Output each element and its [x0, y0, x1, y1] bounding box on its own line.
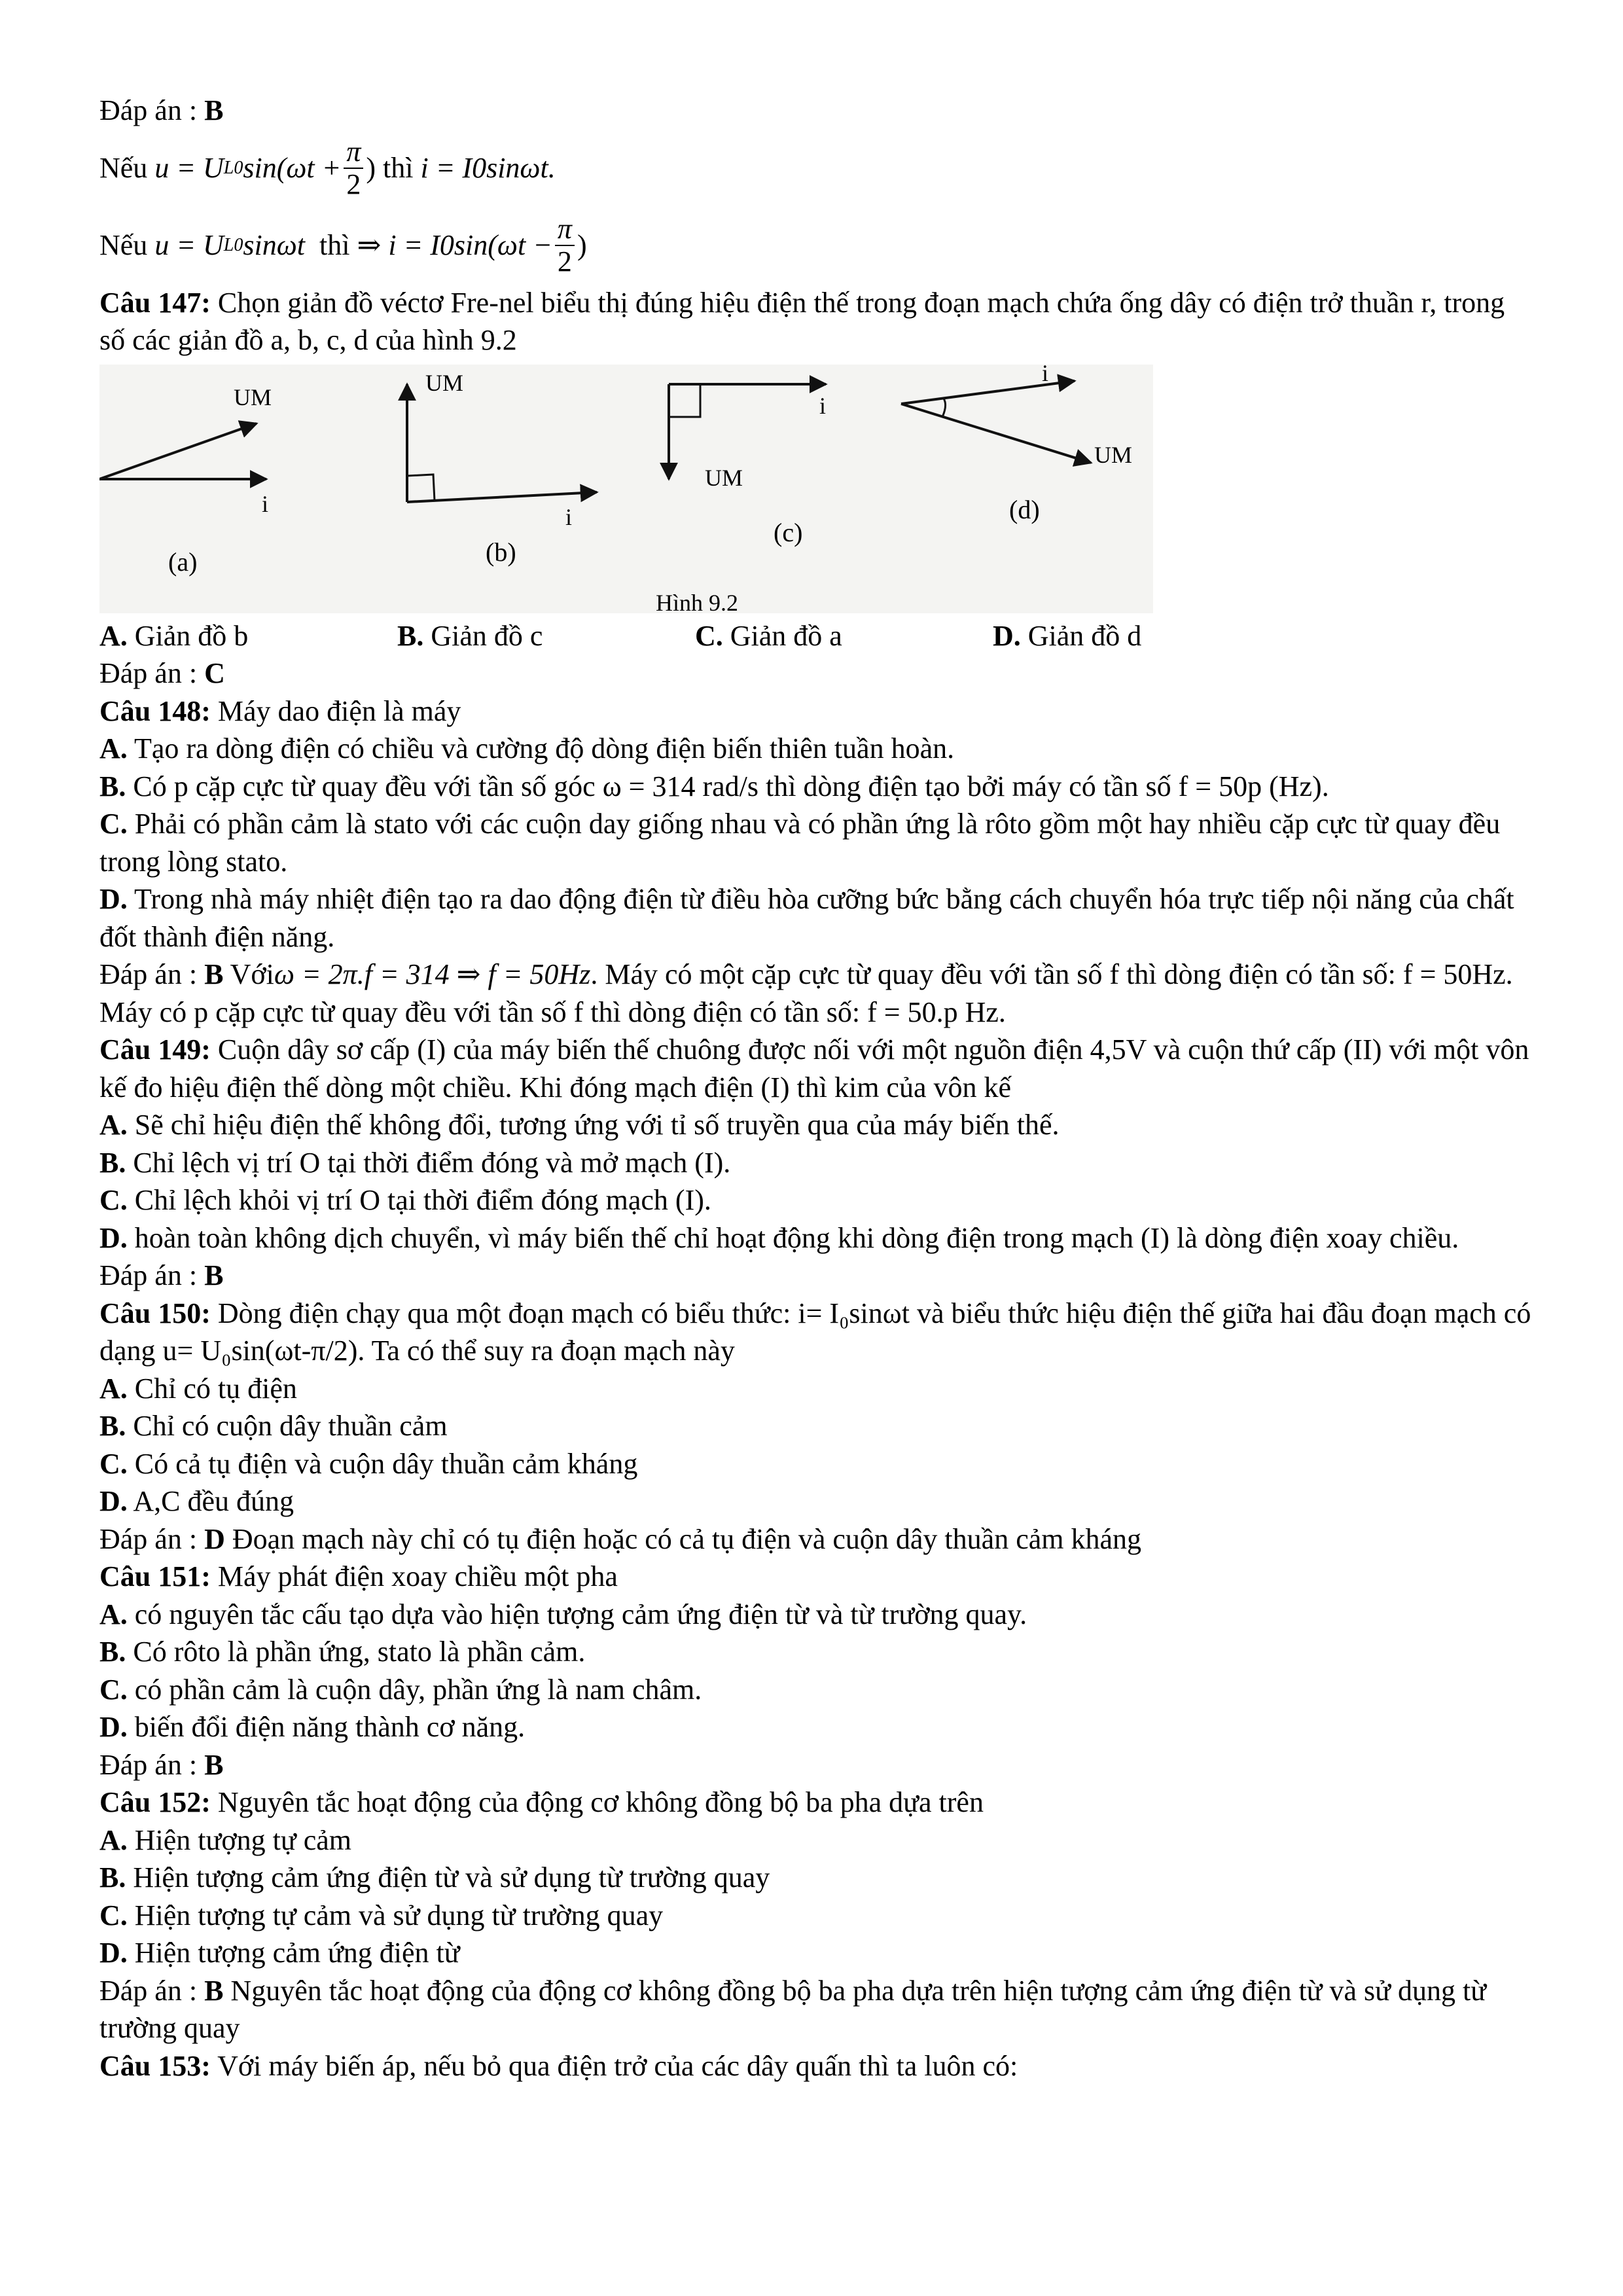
- choice-a: A. Giản đồ b: [99, 619, 249, 652]
- label-i-c: i: [819, 392, 827, 419]
- answer-explanation: Đáp án : D Đoạn mạch này chỉ có tụ điện hoặc có cả tụ điện và cuộn dây thuần cảm kháng: [99, 1522, 1142, 1555]
- figure-caption: Hình 9.2: [656, 589, 738, 613]
- choice-d: D. A,C đều đúng: [99, 1485, 294, 1517]
- diagram-c: [669, 384, 826, 547]
- choice-d: D. Hiện tượng cảm ứng điện từ: [99, 1937, 460, 1969]
- label-um-b: UM: [425, 369, 464, 396]
- choice-a: A. có nguyên tắc cấu tạo dựa vào hiện tượng cảm ứng điện từ và từ trường quay.: [99, 1598, 1027, 1630]
- label-a: (a): [168, 547, 198, 577]
- choice-b: B. Giản đồ c: [397, 619, 543, 652]
- question-151: Câu 151: Máy phát điện xoay chiều một pha: [99, 1560, 618, 1592]
- question-148: Câu 148: Máy dao điện là máy: [99, 694, 461, 727]
- choice-a: A. Sẽ chỉ hiệu điện thế không đổi, tương ứng với tỉ số truyền qua của máy biến thế.: [99, 1109, 1060, 1141]
- choice-b: B. Chỉ có cuộn dây thuần cảm: [99, 1410, 448, 1442]
- choice-c: C. Giản đồ a: [695, 619, 842, 652]
- answer-line: Đáp án : C: [99, 657, 225, 689]
- figure-9-2: [99, 365, 1153, 613]
- choice-b: B. Hiện tượng cảm ứng điện từ và sử dụng từ trường quay: [99, 1861, 770, 1893]
- choice-d: D. biến đổi điện năng thành cơ năng.: [99, 1711, 526, 1743]
- choice-a: A. Chỉ có tụ điện: [99, 1372, 297, 1405]
- equation-line-1: Nếu u = U L0 sin(ωt + $\frac{\pi}{2}$ ) thì i = I0sinωt.: [99, 135, 556, 200]
- phasor-diagrams: [99, 365, 1153, 613]
- label-i-b: i: [565, 503, 573, 530]
- choice-c: C. Chỉ lệch khỏi vị trí O tại thời điểm đóng mạch (I).: [99, 1184, 711, 1216]
- label-b: (b): [486, 537, 516, 567]
- choice-c: C. có phần cảm là cuộn dây, phần ứng là nam châm.: [99, 1673, 702, 1706]
- answer-line: Đáp án : B: [99, 94, 224, 126]
- choice-a: A. Tạo ra dòng điện có chiều và cường độ dòng điện biến thiên tuần hoàn.: [99, 732, 955, 764]
- label-um-d: UM: [1094, 441, 1133, 468]
- label-c: (c): [774, 517, 803, 547]
- choice-d: D. Trong nhà máy nhiệt điện tạo ra dao động điện từ điều hòa cưỡng bức bằng cách chuyển hóa trực tiếp nội năng của chất đốt thành điện năng.: [99, 883, 1514, 953]
- label-um-a: UM: [234, 384, 272, 410]
- choice-c: C. Có cả tụ điện và cuộn dây thuần cảm kháng: [99, 1447, 638, 1480]
- fraction-pi-over-2: $\frac{\pi}{2}$: [344, 136, 363, 200]
- choice-d: D. hoàn toàn không dịch chuyển, vì máy biến thế chỉ hoạt động khi dòng điện trong mạch (I) là dòng điện xoay chiều.: [99, 1221, 1459, 1254]
- label-d: (d): [1009, 494, 1040, 524]
- choice-a: A. Hiện tượng tự cảm: [99, 1823, 352, 1856]
- equation-line-2: Nếu u = U L0 sinωt thì ⇒ i = I0sin(ωt − $\frac{\pi}{2}$ ): [99, 212, 587, 278]
- choice-b: B. Chỉ lệch vị trí O tại thời điểm đóng và mở mạch (I).: [99, 1146, 731, 1179]
- label-um-c: UM: [705, 464, 743, 491]
- label-i-d: i: [1042, 364, 1049, 386]
- document-page: [99, 92, 1533, 2085]
- question-152: Câu 152: Nguyên tắc hoạt động của động cơ không đồng bộ ba pha dựa trên: [99, 1786, 984, 1818]
- label-i-a: i: [262, 490, 269, 517]
- question-147: Câu 147: Chọn giản đồ véctơ Fre-nel biểu thị đúng hiệu điện thế trong đoạn mạch chứa ống dây có điện trở thuần r, trong số các giản đồ a, b, c, d của hình 9.2: [99, 286, 1505, 356]
- answer-explanation: Đáp án : B Nguyên tắc hoạt động của động cơ không đồng bộ ba pha dựa trên hiện tượng cảm ứng điện từ và sử dụng từ trường quay: [99, 1974, 1487, 2044]
- answer-value: B: [204, 94, 224, 126]
- answer-explanation: Đáp án : B Vớiω = 2π.f = 314 ⇒ f = 50Hz. Máy có một cặp cực từ quay đều với tần số f thì dòng điện có tần số: f = 50Hz. Máy có p cặp cực từ quay đều với tần số f thì dòng điện có tần số: f = 50.p Hz.: [99, 958, 1513, 1028]
- fraction-pi-over-2: $\frac{\pi}{2}$: [555, 213, 575, 278]
- choice-b: B. Có rôto là phần ứng, stato là phần cảm.: [99, 1636, 586, 1668]
- choice-d: D. Giản đồ d: [993, 619, 1142, 652]
- choice-c: C. Phải có phần cảm là stato với các cuộn day giống nhau và có phần ứng là rôto gồm một hay nhiều cặp cực từ quay đều trong lòng stato.: [99, 808, 1501, 878]
- answer-line: Đáp án : B: [99, 1748, 224, 1781]
- diagram-b: [407, 370, 597, 567]
- choice-c: C. Hiện tượng tự cảm và sử dụng từ trường quay: [99, 1899, 664, 1931]
- question-149: Câu 149: Cuộn dây sơ cấp (I) của máy biến thế chuông được nối với một nguồn điện 4,5V và cuộn thứ cấp (II) với một vôn kế đo hiệu điện thế dòng một chiều. Khi đóng mạch điện (I) thì kim của vôn kế: [99, 1033, 1529, 1103]
- diagram-d: [901, 365, 1132, 524]
- choice-b: B. Có p cặp cực từ quay đều với tần số góc ω = 314 rad/s thì dòng điện tạo bởi máy có tần số f = 50p (Hz).: [99, 770, 1329, 802]
- question-150: Câu 150: Dòng điện chạy qua một đoạn mạch có biểu thức: i= I₀sinωt và biểu thức hiệu điện thế giữa hai đầu đoạn mạch có dạng u= U₀sin(ωt-π/2). Ta có thể suy ra đoạn mạch này: [99, 1297, 1531, 1367]
- q147-choices: [99, 617, 1533, 655]
- answer-line: Đáp án : B: [99, 1259, 224, 1291]
- diagram-a: [99, 384, 272, 577]
- question-153: Câu 153: Với máy biến áp, nếu bỏ qua điện trở của các dây quấn thì ta luôn có:: [99, 2049, 1018, 2082]
